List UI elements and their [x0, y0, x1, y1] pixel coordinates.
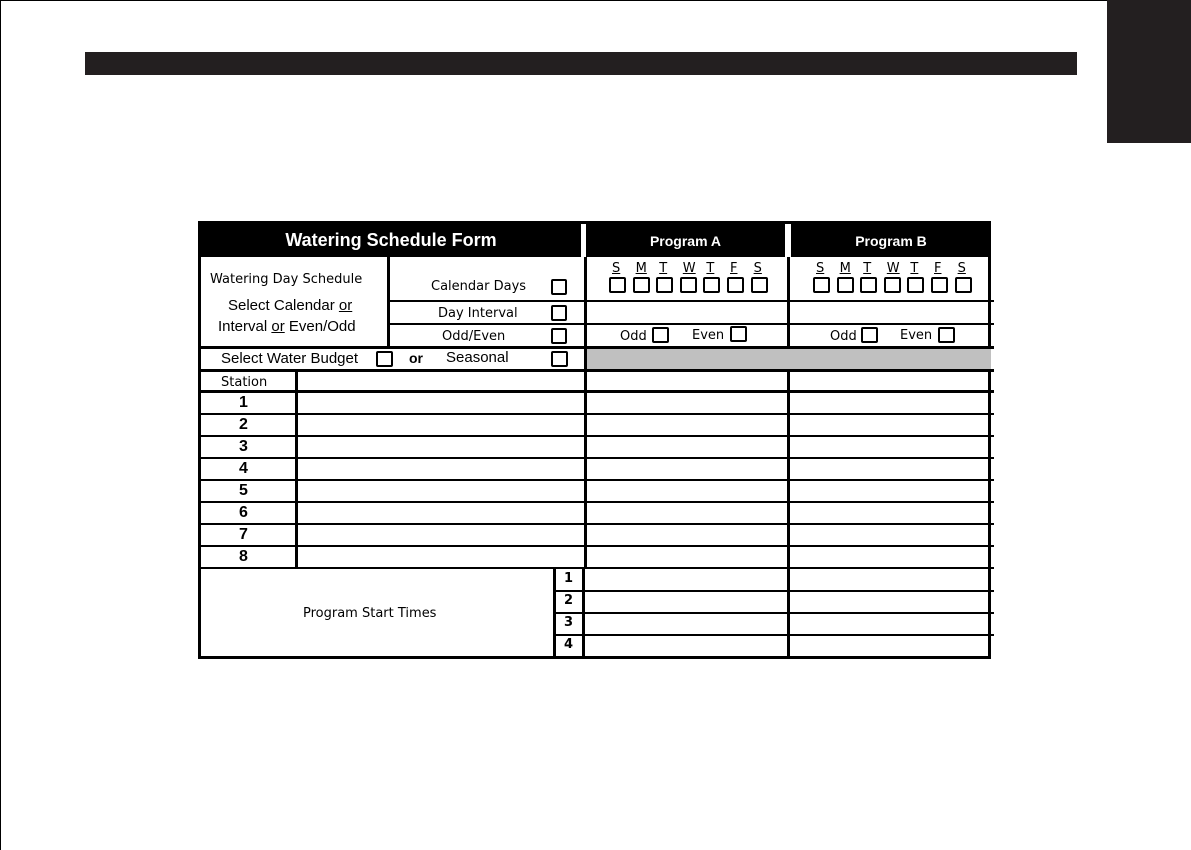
program-a-day-checkbox[interactable]	[703, 277, 720, 293]
station-number: 7	[239, 526, 248, 543]
budget-or-label: or	[409, 350, 423, 366]
seasonal-checkbox[interactable]	[551, 351, 568, 367]
divider-station-number	[295, 372, 298, 569]
station-header: Station	[221, 375, 268, 390]
program-b-day-checkbox[interactable]	[860, 277, 877, 293]
watering-day-schedule-heading: Watering Day Schedule	[210, 272, 363, 287]
start-time-row-line	[553, 634, 994, 636]
side-tab	[1107, 0, 1191, 143]
row-line-station-header	[201, 390, 994, 393]
station-number: 6	[239, 504, 248, 521]
program-a-header: Program A	[586, 224, 785, 257]
program-a-day-letter: F	[730, 261, 738, 276]
program-a-day-letter: W	[682, 261, 696, 276]
table-row-line	[201, 523, 994, 525]
program-a-day-checkbox[interactable]	[633, 277, 650, 293]
program-b-day-letter: F	[934, 261, 942, 276]
station-number: 5	[239, 482, 248, 499]
station-number: 4	[239, 460, 248, 477]
form-title: Watering Schedule Form	[201, 224, 581, 257]
row-line-calendar	[387, 300, 994, 302]
select-water-budget-label: Select Water Budget	[221, 350, 359, 367]
program-a-day-checkbox[interactable]	[656, 277, 673, 293]
program-b-day-checkbox[interactable]	[955, 277, 972, 293]
table-row-line	[201, 457, 994, 459]
program-a-day-letter: M	[635, 261, 647, 276]
program-b-even-label: Even	[900, 328, 933, 343]
program-b-odd-checkbox[interactable]	[861, 327, 878, 343]
station-number: 1	[239, 394, 248, 411]
program-a-day-letter: T	[706, 261, 715, 276]
table-row-line	[201, 435, 994, 437]
calendar-days-checkbox[interactable]	[551, 279, 567, 295]
program-b-day-letter: W	[886, 261, 900, 276]
table-row-line	[201, 545, 994, 547]
table-row-line	[201, 479, 994, 481]
program-b-day-checkbox[interactable]	[907, 277, 924, 293]
program-b-day-checkbox[interactable]	[813, 277, 830, 293]
start-time-row-line	[553, 612, 994, 614]
table-row-line	[201, 501, 994, 503]
program-a-day-checkbox[interactable]	[680, 277, 697, 293]
program-a-odd-label: Odd	[620, 329, 647, 344]
program-a-day-checkbox[interactable]	[751, 277, 768, 293]
odd-even-label: Odd/Even	[442, 329, 506, 344]
station-number: 3	[239, 438, 248, 455]
page-border-top	[0, 0, 1107, 1]
seasonal-label: Seasonal	[446, 349, 509, 366]
watering-schedule-form	[198, 221, 991, 659]
program-b-day-letter: S	[957, 261, 966, 276]
program-b-day-checkbox[interactable]	[837, 277, 854, 293]
row-line-interval	[387, 323, 994, 325]
program-b-day-letter: T	[910, 261, 919, 276]
program-b-day-letter: T	[863, 261, 872, 276]
start-time-row-line	[553, 590, 994, 592]
program-b-odd-label: Odd	[830, 329, 857, 344]
calendar-days-label: Calendar Days	[431, 279, 527, 294]
program-b-day-checkbox[interactable]	[931, 277, 948, 293]
program-a-even-checkbox[interactable]	[730, 326, 747, 342]
table-row-line	[201, 413, 994, 415]
budget-shaded-cell	[587, 349, 991, 369]
program-a-day-letter: S	[612, 261, 621, 276]
station-number: 8	[239, 548, 248, 565]
page-border-left	[0, 0, 1, 850]
start-time-number: 4	[564, 637, 574, 652]
water-budget-checkbox[interactable]	[376, 351, 393, 367]
program-a-odd-checkbox[interactable]	[652, 327, 669, 343]
row-line-budget-bottom	[201, 369, 994, 372]
program-b-day-checkbox[interactable]	[884, 277, 901, 293]
interval-even-odd-line: Interval or Even/Odd	[218, 318, 356, 335]
start-time-number: 2	[564, 593, 574, 608]
table-row-line	[201, 567, 994, 569]
program-b-header: Program B	[791, 224, 991, 257]
day-interval-checkbox[interactable]	[551, 305, 567, 321]
select-calendar-line: Select Calendar or	[228, 297, 353, 314]
program-a-even-label: Even	[692, 328, 725, 343]
start-time-number: 1	[564, 571, 574, 586]
program-a-day-checkbox[interactable]	[609, 277, 626, 293]
start-time-number: 3	[564, 615, 574, 630]
program-b-day-letter: M	[839, 261, 851, 276]
program-a-day-letter: S	[753, 261, 762, 276]
station-number: 2	[239, 416, 248, 433]
header-bar	[85, 52, 1077, 75]
odd-even-checkbox[interactable]	[551, 328, 567, 344]
day-interval-label: Day Interval	[438, 306, 518, 321]
program-start-times-label: Program Start Times	[303, 606, 437, 621]
program-b-day-letter: S	[816, 261, 825, 276]
program-a-day-letter: T	[659, 261, 668, 276]
program-b-even-checkbox[interactable]	[938, 327, 955, 343]
program-a-day-checkbox[interactable]	[727, 277, 744, 293]
